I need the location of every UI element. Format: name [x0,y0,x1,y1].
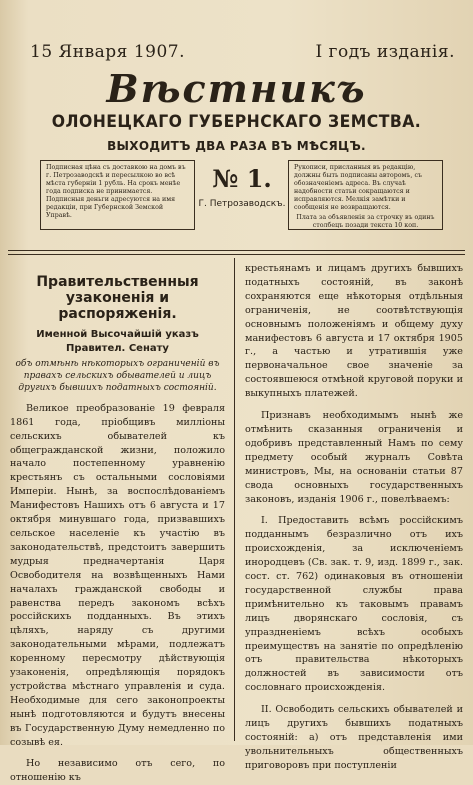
left-column [10,262,225,784]
paragraph: I. Предоставить всѣмъ россійскимъ подданнымъ безразлично отъ ихъ происхожденія, за исключеніемъ инородцевъ (Св. зак. т. 9, изд. 1899 г., зак. сост. ст. 762) одинаковыя въ отношеніи государственной службы права примѣнительно къ таковымъ правамъ лицъ дворянскаго сословія, съ упраздненіемъ всѣхъ особыхъ преимуществъ на занятіе по опредѣленію отъ правительства нѣкоторыхъ должностей въ зависимости отъ сословнаго происхожденія. [245,515,463,694]
issue-block [198,160,286,209]
paragraph: II. Освободить сельскихъ обывателей и лицъ другихъ бывшихъ податныхъ состояній: а) отъ представленія ими увольнительныхъ общественныхъ приговоровъ при поступленіи [245,704,463,771]
column-divider [234,258,235,741]
manuscripts-text: Рукописи, присланныя въ редакцію, должны быть подписаны авторомъ, съ обозначеніемъ адреса. Въ случаѣ надобности статьи сокращаются и исправляются. Мелкія замѣтки и сообщенія не возвращаются. [294,164,422,211]
header-info-boxes [40,160,443,232]
masthead-title: Вѣстникъ [106,66,367,111]
year-of-publication: I годъ изданія. [315,42,455,62]
paragraph: Великое преобразованіе 19 февраля 1861 года, пріобщивъ милліоны сельскихъ обывателей къ общегражданской жизни, положило начало постепенному уравненію крестьянъ съ остальными сословіями Имперіи. Нынѣ, за воспослѣдованіемъ Манифестовъ Нашихъ отъ 6 августа и 17 октября минувшаго года, призвавшихъ сельское населеніе къ участію въ законодательствѣ, предстоитъ завершить мудрыя предначертанія Царя Освободителя на возвѣщенныхъ Нами началахъ гражданской свободы и равенства передъ закономъ всѣхъ россійскихъ подданныхъ. Въ этихъ цѣляхъ, наряду съ другими законодательными мѣрами, подлежатъ коренному пересмотру дѣйствующія узаконенія, опредѣляющія порядокъ устройства мѣстнаго управленія и суда. Необходимые для сего законопроекты нынѣ подготовляются и будутъ внесены въ Государственную Думу немедленно по созывѣ ея. [10,402,225,748]
decree-title: Именной Высочайшій указъ Правител. Сенату [36,329,199,354]
subscription-text: Подписная цѣна съ доставкою на домъ въ г. Петрозаводскѣ и пересылкою во всѣ мѣста губерніи 1 рубль. На срокъ менѣе года подписка не принимается. Подписныя деньги адресуются на имя редакціи, при Губернской Земской Управѣ. [46,164,186,219]
right-column [245,262,463,771]
issue-city: Г. Петрозаводскъ. [198,199,286,209]
paragraph: Признавъ необходимымъ нынѣ же отмѣнить сказанныя ограниченія и одобривъ представленный Намъ по сему предмету особый журналъ Совѣта министровъ, Мы, на основаніи статьи 87 свода основныхъ государственныхъ законовъ, изданія 1906 г., повелѣваемъ: [245,410,463,505]
issue-date: 15 Января 1907. [30,42,185,62]
header-divider [8,250,465,251]
decree-subtitle: объ отмѣнѣ нѣкоторыхъ ограниченій въ правахъ сельскихъ обывателей и лицъ другихъ бывшихъ податныхъ состояній. [15,358,220,393]
masthead-subtitle: ОЛОНЕЦКАГО ГУБЕРНСКАГО ЗЕМСТВА. [51,112,422,132]
header-divider-secondary [8,254,465,255]
dateline [30,42,455,62]
paragraph: крестьянамъ и лицамъ другихъ бывшихъ податныхъ состояній, въ законѣ сохраняются еще нѣкоторыя отдѣльныя ограниченія, не соотвѣтствующія основнымъ положеніямъ и общему духу манифестовъ 6 августа и 17 октября 1905 г., а частью и утратившія уже первоначальное свое значеніе за состоявшеюся отмѣной круговой поруки и выкупныхъ платежей. [245,263,463,400]
ads-price-text: Плата за объявленія за строчку въ одинъ столбецъ позади текста 10 коп. [296,214,435,229]
manuscripts-box [288,160,443,230]
subscription-box [40,160,195,230]
publication-frequency: ВЫХОДИТЪ ДВА РАЗА ВЪ МѢСЯЦЪ. [107,139,366,153]
issue-number: № 1. [212,164,272,193]
section-title: Правительственныя узаконенія и распоряженія. [36,274,199,322]
paragraph: Но независимо отъ сего, по отношенію къ [10,758,225,784]
